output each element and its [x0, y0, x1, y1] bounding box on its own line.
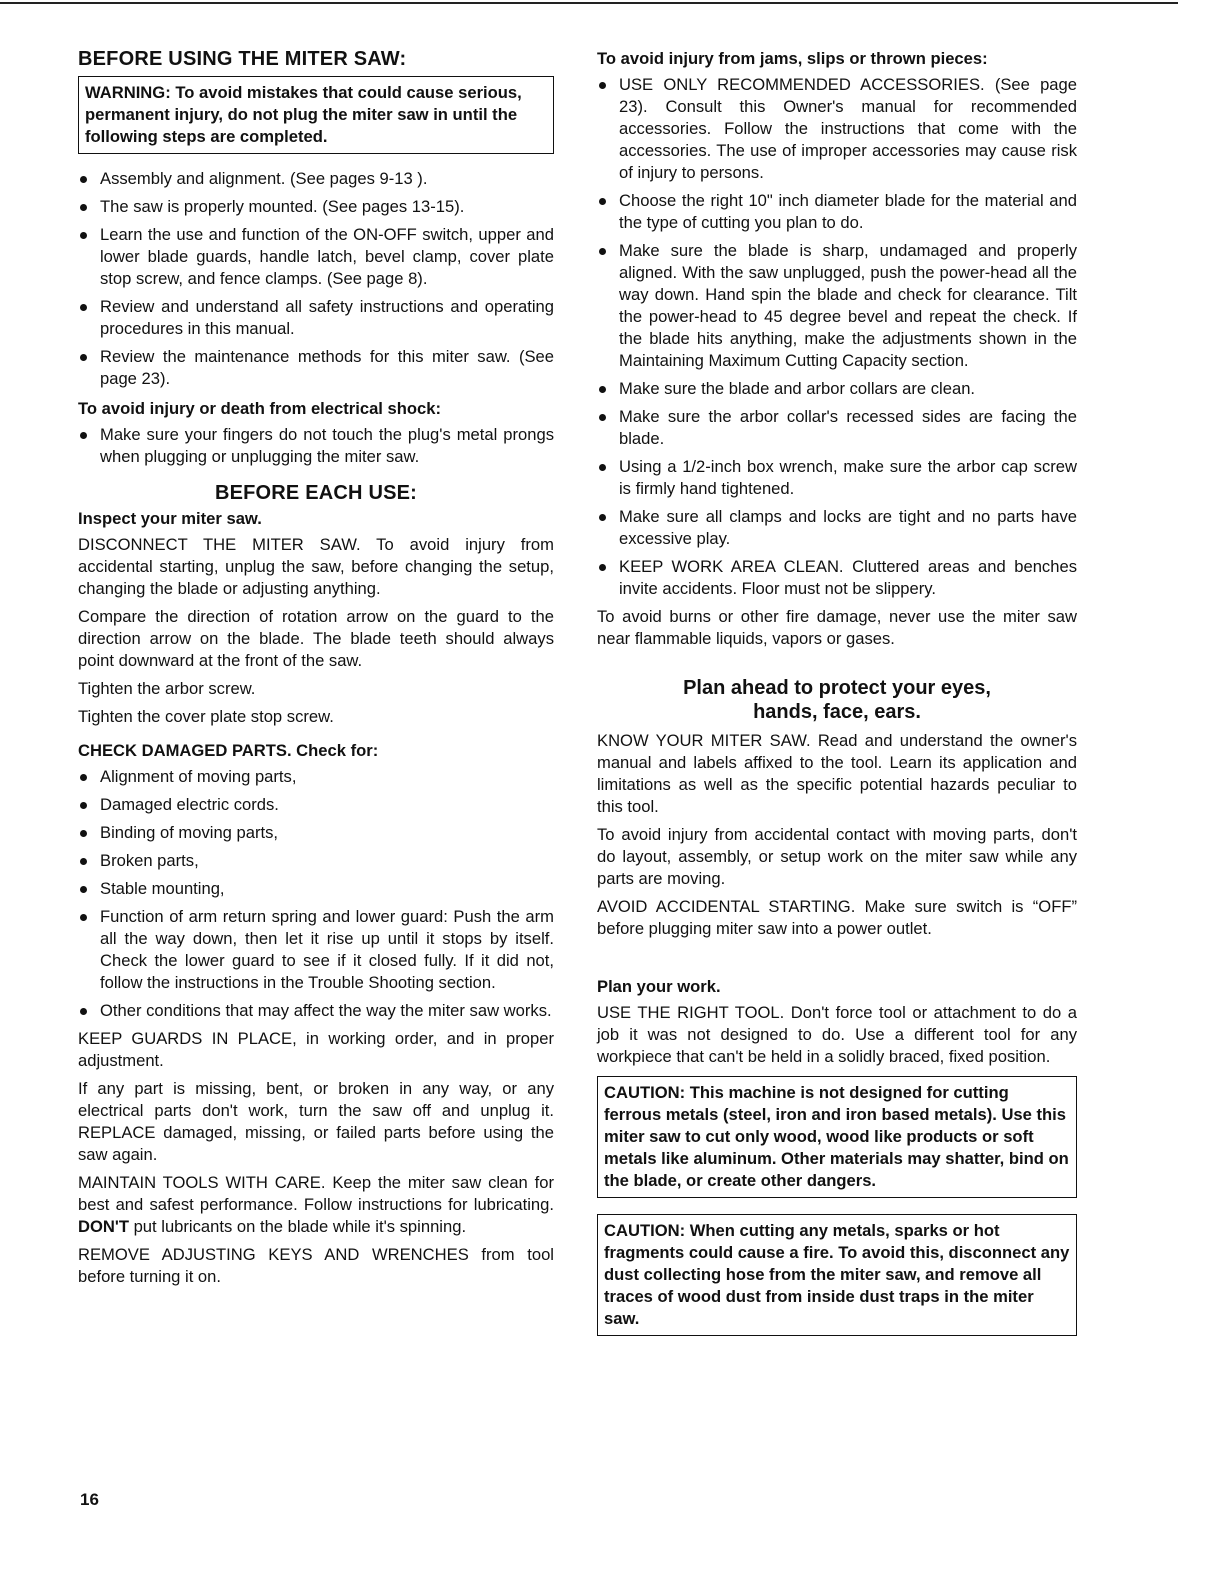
- caution-box-sparks: CAUTION: When cutting any metals, sparks or hot fragments could cause a fire. To avoid this, disconnect any dust collecting hose from the miter saw, and remove all traces of wood dust from inside dust traps in the miter saw.: [597, 1214, 1077, 1336]
- plan-work-heading: Plan your work.: [597, 977, 721, 996]
- inspect-heading: Inspect your miter saw.: [78, 509, 262, 528]
- jams-heading: To avoid injury from jams, slips or thrown pieces:: [597, 49, 988, 68]
- list-item: Review the maintenance methods for this miter saw. (See page 23).: [78, 346, 554, 390]
- section-title-before-using: BEFORE USING THE MITER SAW:: [78, 48, 407, 70]
- list-item: USE ONLY RECOMMENDED ACCESSORIES. (See page 23). Consult this Owner's manual for recommended accessories. Follow the instructions that come with the accessories. The use of improper accessories may cause risk of injury to persons.: [597, 74, 1077, 184]
- list-item: KEEP WORK AREA CLEAN. Cluttered areas and benches invite accidents. Floor must not be slippery.: [597, 556, 1077, 600]
- list-item: Assembly and alignment. (See pages 9-13 ).: [78, 168, 554, 190]
- list-item: Make sure the arbor collar's recessed sides are facing the blade.: [597, 406, 1077, 450]
- plan-ahead-title: [597, 676, 1077, 724]
- list-item: Other conditions that may affect the way the miter saw works.: [78, 1000, 554, 1022]
- list-item: Binding of moving parts,: [78, 822, 554, 844]
- paragraph: Tighten the cover plate stop screw.: [78, 707, 334, 726]
- caution-box-metals: CAUTION: This machine is not designed for cutting ferrous metals (steel, iron and iron based metals). Use this miter saw to cut only wood, wood like products or soft metals like aluminum. Other materials may shatter, bind on the blade, or create other dangers.: [597, 1076, 1077, 1198]
- list-item: Damaged electric cords.: [78, 794, 554, 816]
- list-item: Stable mounting,: [78, 878, 554, 900]
- list-item: Alignment of moving parts,: [78, 766, 554, 788]
- paragraph: KEEP GUARDS IN PLACE, in working order, and in proper adjustment.: [78, 1029, 554, 1070]
- left-column: [78, 48, 554, 1294]
- list-item: Make sure your fingers do not touch the plug's metal prongs when plugging or unplugging the miter saw.: [78, 424, 554, 468]
- list-item: Review and understand all safety instructions and operating procedures in this manual.: [78, 296, 554, 340]
- shock-list: [78, 424, 554, 468]
- maintain-emphasis: DON'T: [78, 1217, 129, 1236]
- jams-list: [597, 74, 1077, 600]
- paragraph: Tighten the arbor screw.: [78, 679, 256, 698]
- paragraph: Compare the direction of rotation arrow on the guard to the direction arrow on the blade. The blade teeth should always point downward at the front of the saw.: [78, 607, 554, 670]
- list-item: Choose the right 10" inch diameter blade for the material and the type of cutting you plan to do.: [597, 190, 1077, 234]
- paragraph: AVOID ACCIDENTAL STARTING. Make sure switch is “OFF” before plugging miter saw into a power outlet.: [597, 897, 1077, 938]
- check-list: [78, 766, 554, 1022]
- check-heading: CHECK DAMAGED PARTS. Check for:: [78, 741, 379, 760]
- paragraph: USE THE RIGHT TOOL. Don't force tool or attachment to do a job it was not designed to do. Use a different tool for any workpiece that can't be held in a solidly braced, fixed position.: [597, 1003, 1077, 1066]
- paragraph: If any part is missing, bent, or broken in any way, or any electrical parts don't work, turn the saw off and unplug it. REPLACE damaged, missing, or failed parts before using the saw again.: [78, 1079, 554, 1164]
- top-rule: [0, 2, 1178, 4]
- maintain-paragraph: [78, 1172, 554, 1238]
- list-item: Make sure the blade is sharp, undamaged and properly aligned. With the saw unplugged, push the power-head all the way down. Hand spin the blade and check for clearance. Tilt the power-head to 45 degree bevel and repeat the check. If the blade hits anything, make the adjustments shown in the Maintaining Maximum Cutting Capacity section.: [597, 240, 1077, 372]
- paragraph: To avoid injury from accidental contact with moving parts, don't do layout, assembly, or setup work on the miter saw while any parts are moving.: [597, 825, 1077, 888]
- list-item: The saw is properly mounted. (See pages 13-15).: [78, 196, 554, 218]
- list-item: Using a 1/2-inch box wrench, make sure the arbor cap screw is firmly hand tightened.: [597, 456, 1077, 500]
- maintain-text-end: put lubricants on the blade while it's spinning.: [128, 1217, 467, 1236]
- warning-box: WARNING: To avoid mistakes that could cause serious, permanent injury, do not plug the miter saw in until the following steps are completed.: [78, 76, 554, 154]
- setup-steps-list: [78, 168, 554, 390]
- plan-title-line: hands, face, ears.: [753, 701, 921, 723]
- section-title-before-each-use: BEFORE EACH USE:: [214, 482, 418, 504]
- list-item: Make sure all clamps and locks are tight and no parts have excessive play.: [597, 506, 1077, 550]
- plan-title-line: Plan ahead to protect your eyes,: [683, 677, 991, 699]
- shock-heading: To avoid injury or death from electrical shock:: [78, 399, 441, 418]
- maintain-text: MAINTAIN TOOLS WITH CARE. Keep the miter saw clean for best and safest performance. Follow instructions for lubricating.: [78, 1173, 554, 1214]
- paragraph: KNOW YOUR MITER SAW. Read and understand the owner's manual and labels affixed to the tool. Learn its application and limitations as well as the specific potential hazards peculiar to this tool.: [597, 731, 1077, 816]
- list-item: Learn the use and function of the ON-OFF switch, upper and lower blade guards, handle latch, bevel clamp, cover plate stop screw, and fence clamps. (See page 8).: [78, 224, 554, 290]
- right-column: [597, 48, 1077, 1336]
- page-number: 16: [80, 1490, 99, 1509]
- paragraph: REMOVE ADJUSTING KEYS AND WRENCHES from tool before turning it on.: [78, 1245, 554, 1286]
- paragraph: DISCONNECT THE MITER SAW. To avoid injury from accidental starting, unplug the saw, before changing the setup, changing the blade or adjusting anything.: [78, 535, 554, 598]
- paragraph: To avoid burns or other fire damage, never use the miter saw near flammable liquids, vapors or gases.: [597, 607, 1077, 648]
- list-item: Function of arm return spring and lower guard: Push the arm all the way down, then let it rise up until it stops by itself. Check the lower guard to see if it closed fully. If it did not, follow the instructions in the Trouble Shooting section.: [78, 906, 554, 994]
- list-item: Broken parts,: [78, 850, 554, 872]
- list-item: Make sure the blade and arbor collars are clean.: [597, 378, 1077, 400]
